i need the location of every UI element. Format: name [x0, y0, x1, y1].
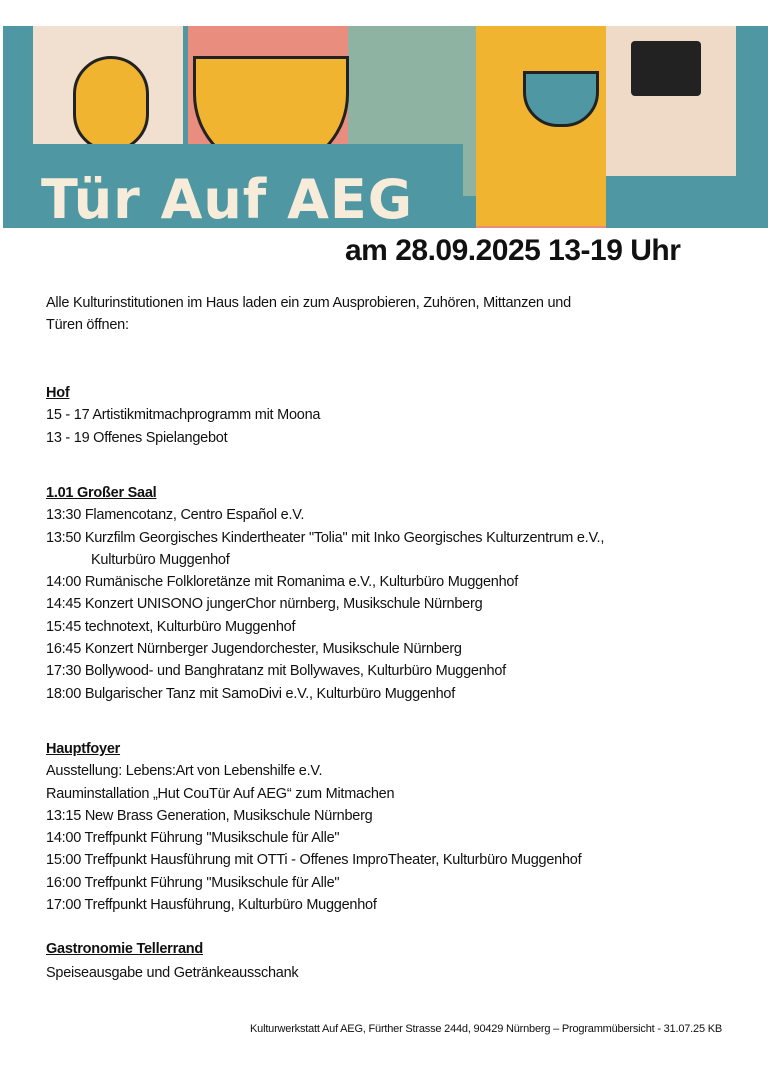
list-item: Rauminstallation „Hut CouTür Auf AEG“ zum Mitmachen: [46, 785, 395, 802]
list-item: 18:00 Bulgarischer Tanz mit SamoDivi e.V., Kulturbüro Muggenhof: [46, 685, 456, 702]
list-item: 13:30 Flamencotanz, Centro Español e.V.: [46, 507, 305, 524]
laptop-icon: [631, 41, 701, 96]
list-item: Kulturbüro Muggenhof: [91, 551, 230, 568]
header-banner: [3, 26, 768, 228]
intro-line: Türen öffnen:: [46, 317, 129, 334]
list-item: 13:15 New Brass Generation, Musikschule Nürnberg: [46, 807, 373, 824]
list-item: 16:00 Treffpunkt Führung "Musikschule für Alle": [46, 874, 340, 891]
list-item: 15:00 Treffpunkt Hausführung mit OTTi - Offenes ImproTheater, Kulturbüro Muggenhof: [46, 852, 582, 869]
list-item: 17:30 Bollywood- und Banghratanz mit Bollywaves, Kulturbüro Muggenhof: [46, 663, 506, 680]
section-heading: 1.01 Großer Saal: [46, 485, 157, 501]
footer: Kulturwerkstatt Auf AEG, Fürther Strasse 244d, 90429 Nürnberg – Programmübersicht - 31.07.25 KB: [250, 1023, 722, 1035]
list-item: 15:45 technotext, Kulturbüro Muggenhof: [46, 618, 296, 635]
banner-title: Tür Auf AEG: [41, 168, 414, 228]
list-item: Ausstellung: Lebens:Art von Lebenshilfe e.V.: [46, 763, 323, 780]
intro: [46, 292, 571, 337]
intro-line: Alle Kulturinstitutionen im Haus laden ein zum Ausprobieren, Zuhören, Mittanzen und: [46, 295, 571, 311]
section-gastronomie: [46, 937, 298, 985]
section-grosser-saal: [46, 482, 604, 705]
trumpet-icon: [73, 56, 149, 152]
list-item: 16:45 Konzert Nürnberger Jugendorchester, Musikschule Nürnberg: [46, 641, 462, 658]
list-item: Speiseausgabe und Getränkeausschank: [46, 965, 299, 981]
section-heading: Gastronomie Tellerrand: [46, 941, 203, 957]
list-item: 15 - 17 Artistikmitmachprogramm mit Moona: [46, 407, 321, 424]
list-item: 14:00 Rumänische Folkloretänze mit Romanima e.V., Kulturbüro Muggenhof: [46, 574, 519, 591]
list-item: 14:45 Konzert UNISONO jungerChor nürnberg, Musikschule Nürnberg: [46, 596, 483, 613]
section-hof: [46, 382, 320, 449]
list-item: 14:00 Treffpunkt Führung "Musikschule für Alle": [46, 830, 340, 847]
event-date: am 28.09.2025 13-19 Uhr: [345, 234, 681, 267]
section-heading: Hauptfoyer: [46, 741, 121, 757]
list-item: 13 - 19 Offenes Spielangebot: [46, 429, 228, 446]
section-hauptfoyer: [46, 738, 581, 916]
list-item: 13:50 Kurzfilm Georgisches Kindertheater "Tolia" mit Inko Georgisches Kulturzentrum e.V.,: [46, 529, 605, 546]
section-heading: Hof: [46, 385, 70, 401]
list-item: 17:00 Treffpunkt Hausführung, Kulturbüro Muggenhof: [46, 897, 377, 914]
